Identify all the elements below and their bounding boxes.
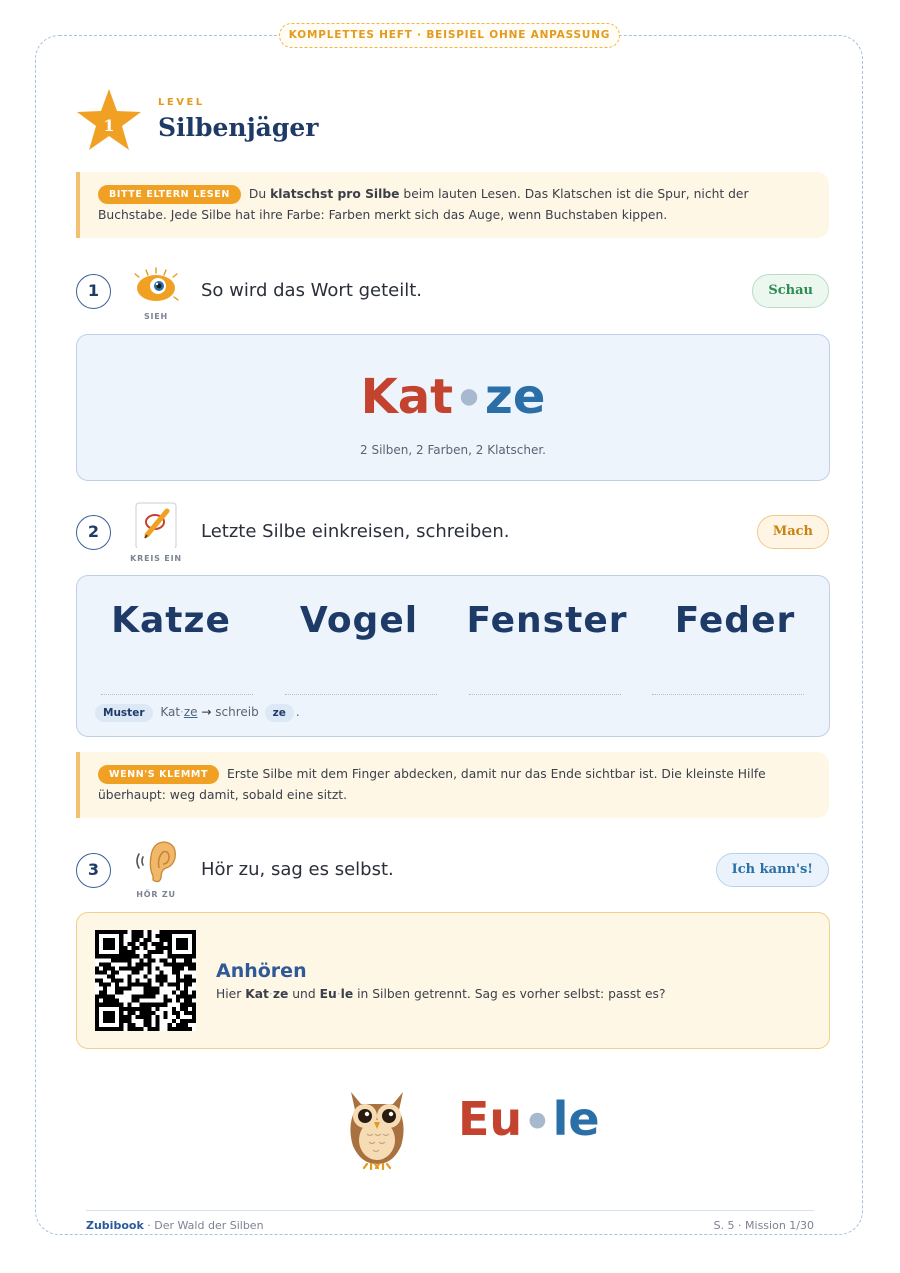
muster-write: schreib bbox=[215, 705, 259, 719]
page-title: Silbenjäger bbox=[158, 113, 319, 142]
final-syllable-2: le bbox=[552, 1092, 600, 1146]
eye-icon bbox=[133, 265, 179, 311]
writing-line[interactable] bbox=[652, 694, 804, 695]
practice-word: Vogel bbox=[299, 600, 419, 641]
parent-note-bold: klatschst pro Silbe bbox=[270, 187, 400, 201]
help-note-pill: WENN'S KLEMMT bbox=[98, 765, 219, 784]
step-2-icon-label: KREIS EIN bbox=[130, 554, 182, 563]
writing-line[interactable] bbox=[469, 694, 621, 695]
listen-text: Hier Kat·ze und Eu·le in Silben getrennt. Sag es vorher selbst: passt es? bbox=[216, 987, 666, 1001]
final-syllable-1: Eu bbox=[458, 1092, 523, 1146]
step-2-text: Letzte Silbe einkreisen, schreiben. bbox=[201, 521, 510, 542]
top-badge: KOMPLETTES HEFT · BEISPIEL OHNE ANPASSUNG bbox=[279, 23, 620, 48]
ear-icon bbox=[133, 838, 179, 884]
footer-series: · Der Wald der Silben bbox=[143, 1219, 264, 1232]
arrow-icon: → bbox=[201, 705, 212, 719]
muster-syllable-2: ze bbox=[183, 705, 198, 719]
parent-note bbox=[76, 172, 829, 238]
help-note-text: Erste Silbe mit dem Finger abdecken, damit nur das Ende sichtbar ist. Die kleinste Hilfe überhaupt: weg damit, sobald eine sitzt. bbox=[98, 767, 766, 802]
final-word bbox=[458, 1092, 600, 1146]
example-panel bbox=[76, 334, 830, 481]
footer-rule bbox=[86, 1210, 814, 1211]
listen-text-3: in Silben getrennt. Sag es vorher selbst: passt es? bbox=[353, 987, 666, 1001]
step-1-icon-label: SIEH bbox=[143, 312, 169, 321]
level-star-icon bbox=[76, 88, 142, 152]
level-label: LEVEL bbox=[158, 97, 205, 108]
owl-icon bbox=[341, 1082, 413, 1170]
circle-pencil-icon bbox=[133, 502, 179, 548]
muster-syllable-1: Kat bbox=[160, 705, 181, 719]
parent-note-text-before: Du bbox=[248, 187, 271, 201]
example-word bbox=[77, 369, 829, 425]
muster-pill: Muster bbox=[95, 704, 153, 722]
practice-word: Fenster bbox=[466, 600, 628, 641]
muster-example: Muster Kat·ze → schreib ze . bbox=[95, 704, 300, 722]
example-syllable-1: Kat bbox=[360, 369, 454, 425]
practice-panel bbox=[76, 575, 830, 737]
muster-answer: ze bbox=[265, 704, 294, 722]
footer-page: S. 5 · Mission 1/30 bbox=[713, 1219, 814, 1232]
listen-word-2-syllable-1: Eu bbox=[319, 987, 337, 1001]
listen-title: Anhören bbox=[216, 960, 307, 982]
step-1-number: 1 bbox=[76, 274, 111, 309]
step-3-icon-label: HÖR ZU bbox=[136, 890, 176, 899]
parent-note-pill: BITTE ELTERN LESEN bbox=[98, 185, 241, 204]
writing-line[interactable] bbox=[101, 694, 253, 695]
muster-end: . bbox=[295, 705, 300, 719]
syllable-dot: ● bbox=[528, 1106, 547, 1131]
listen-word-1-syllable-2: ze bbox=[272, 987, 289, 1001]
level-number: 1 bbox=[103, 116, 115, 135]
listen-word-1-syllable-1: Kat bbox=[245, 987, 269, 1001]
help-note bbox=[76, 752, 829, 818]
practice-word: Feder bbox=[674, 600, 796, 641]
writing-line[interactable] bbox=[285, 694, 437, 695]
listen-text-2: und bbox=[288, 987, 320, 1001]
step-1-text: So wird das Wort geteilt. bbox=[201, 280, 423, 301]
step-3-text: Hör zu, sag es selbst. bbox=[201, 859, 394, 880]
practice-word: Katze bbox=[111, 600, 231, 641]
listen-text-1: Hier bbox=[216, 987, 246, 1001]
example-caption: 2 Silben, 2 Farben, 2 Klatscher. bbox=[360, 443, 546, 457]
ich-kanns-tag[interactable]: Ich kann's! bbox=[716, 853, 829, 887]
listen-panel bbox=[76, 912, 830, 1049]
footer-left bbox=[86, 1219, 264, 1232]
footer-brand: Zubibook bbox=[86, 1219, 144, 1232]
syllable-dot: ● bbox=[459, 384, 479, 410]
example-syllable-2: ze bbox=[484, 369, 546, 425]
listen-word-2-syllable-2: le bbox=[340, 987, 354, 1001]
mach-tag[interactable]: Mach bbox=[757, 515, 829, 549]
schau-tag[interactable]: Schau bbox=[752, 274, 829, 308]
practice-words bbox=[77, 600, 829, 641]
step-2-number: 2 bbox=[76, 515, 111, 550]
qr-code-icon[interactable] bbox=[95, 930, 196, 1031]
step-3-number: 3 bbox=[76, 853, 111, 888]
parent-note-text-after: beim lauten Lesen. Das Klatschen ist die Spur, nicht der Buchstabe. Jede Silbe hat ihre Farbe: Farben merkt sich das Auge, wenn Buchstaben kippen. bbox=[98, 187, 749, 222]
